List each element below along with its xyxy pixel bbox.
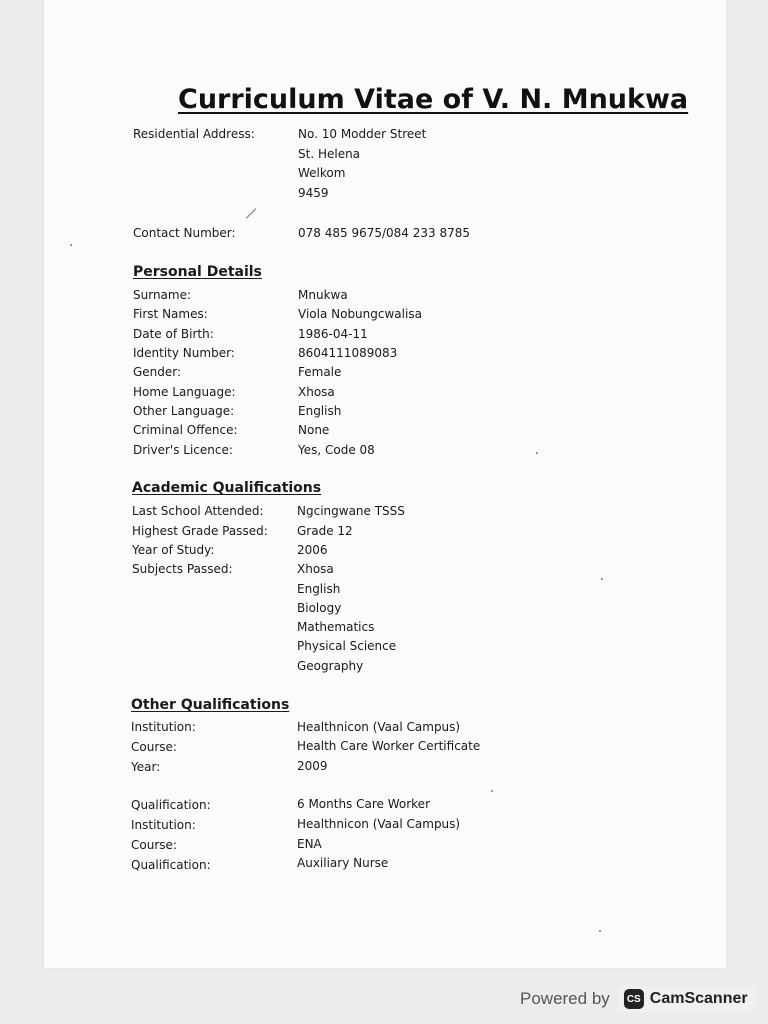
subjects-passed-label: Subjects Passed:	[132, 562, 233, 576]
scan-speck	[599, 930, 601, 932]
other-language-value: English	[298, 404, 342, 418]
course-label-2: Course:	[131, 838, 177, 852]
criminal-offence-value: None	[298, 423, 330, 437]
identity-number-label: Identity Number:	[133, 346, 235, 360]
surname-label: Surname:	[133, 288, 192, 302]
institution-label-2: Institution:	[131, 818, 196, 832]
last-school-label: Last School Attended:	[132, 504, 264, 518]
course-value: Health Care Worker Certificate	[297, 739, 481, 753]
gender-label: Gender:	[133, 365, 182, 379]
camscanner-logo-icon: CS	[624, 989, 644, 1009]
home-language-label: Home Language:	[133, 385, 236, 399]
last-school-value: Ngcingwane TSSS	[297, 504, 405, 518]
year-label: Year:	[131, 760, 161, 774]
contact-number-value: 078 485 9675/084 233 8785	[298, 226, 470, 240]
address-line-2: St. Helena	[298, 147, 361, 161]
drivers-licence-value: Yes, Code 08	[298, 443, 375, 457]
home-language-value: Xhosa	[298, 385, 335, 399]
institution-value-2: Healthnicon (Vaal Campus)	[297, 817, 461, 831]
subject-item: Geography	[297, 659, 364, 673]
qualification-label-2: Qualification:	[131, 858, 211, 872]
personal-details-heading: Personal Details	[133, 264, 262, 280]
highest-grade-label: Highest Grade Passed:	[132, 524, 268, 538]
identity-number-value: 8604111089083	[298, 346, 398, 360]
first-names-label: First Names:	[133, 307, 208, 321]
scan-speck	[491, 790, 493, 792]
gender-value: Female	[298, 365, 342, 379]
address-line-4: 9459	[298, 186, 329, 200]
qualification-label: Qualification:	[131, 798, 211, 812]
qualification-value: 6 Months Care Worker	[297, 797, 431, 811]
drivers-licence-label: Driver's Licence:	[133, 443, 233, 457]
scan-speck	[536, 452, 538, 454]
academic-qualifications-heading: Academic Qualifications	[132, 480, 322, 496]
other-qualifications-heading: Other Qualifications	[131, 697, 290, 713]
institution-label: Institution:	[131, 720, 196, 734]
course-value-2: ENA	[297, 837, 322, 851]
year-value: 2009	[297, 759, 328, 773]
camscanner-footer	[520, 985, 756, 1013]
year-of-study-label: Year of Study:	[132, 543, 215, 557]
powered-by-text: Powered by	[520, 989, 610, 1008]
address-line-3: Welkom	[298, 166, 346, 180]
subject-item: Mathematics	[297, 620, 375, 634]
other-language-label: Other Language:	[133, 404, 235, 418]
highest-grade-value: Grade 12	[297, 524, 353, 538]
surname-value: Mnukwa	[298, 288, 348, 302]
subject-item: Xhosa	[297, 562, 334, 576]
subject-item: English	[297, 582, 341, 596]
contact-number-label: Contact Number:	[133, 226, 236, 240]
course-label: Course:	[131, 740, 177, 754]
criminal-offence-label: Criminal Offence:	[133, 423, 238, 437]
scan-speck	[601, 578, 603, 580]
subject-item: Biology	[297, 601, 342, 615]
qualification-value-2: Auxiliary Nurse	[297, 856, 389, 870]
first-names-value: Viola Nobungcwalisa	[298, 307, 422, 321]
residential-address-label: Residential Address:	[133, 127, 255, 141]
date-of-birth-label: Date of Birth:	[133, 327, 214, 341]
camscanner-badge[interactable]	[618, 986, 756, 1012]
subject-item: Physical Science	[297, 639, 397, 653]
institution-value: Healthnicon (Vaal Campus)	[297, 720, 461, 734]
camscanner-brand: CamScanner	[649, 990, 748, 1007]
document-title: Curriculum Vitae of V. N. Mnukwa	[178, 84, 689, 115]
year-of-study-value: 2006	[297, 543, 328, 557]
scan-speck	[70, 244, 72, 246]
address-line-1: No. 10 Modder Street	[298, 127, 427, 141]
date-of-birth-value: 1986-04-11	[298, 327, 368, 341]
